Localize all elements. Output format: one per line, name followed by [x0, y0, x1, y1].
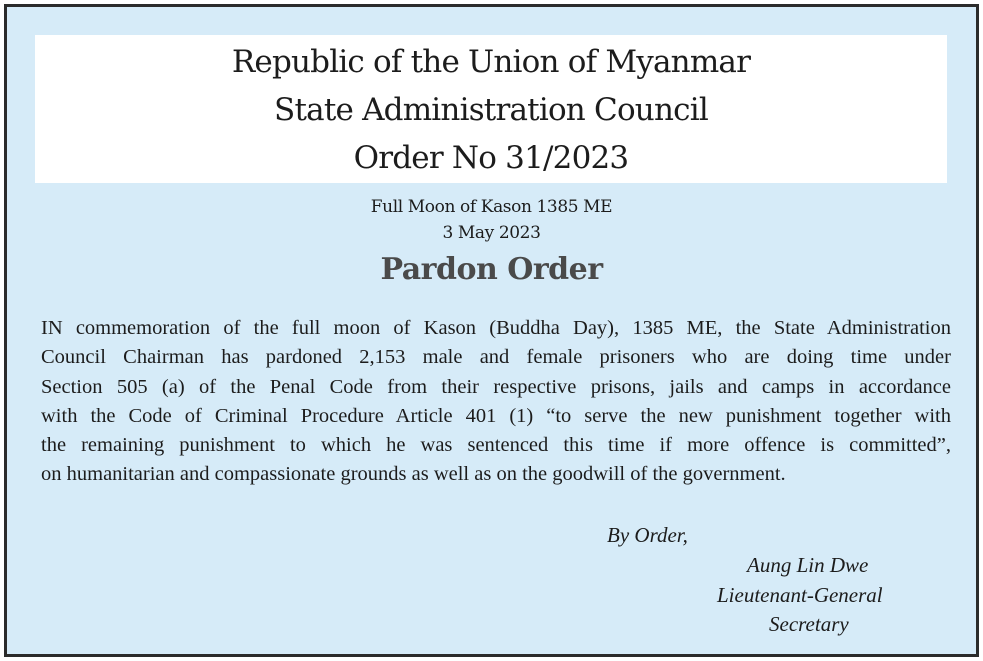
order-dates [7, 194, 976, 246]
header-order-number: Order No 31/2023 [353, 140, 629, 176]
body-line: IN commemoration of the full moon of Kason (Buddha Day), 1385 ME, the State Administration [41, 317, 951, 339]
signatory-name: Aung Lin Dwe [747, 553, 869, 577]
body-line: with the Code of Criminal Procedure Article 401 (1) “to serve the new punishment together with [41, 404, 951, 427]
header-box [35, 35, 947, 183]
body-line: Section 505 (a) of the Penal Code from their respective prisons, jails and camps in accordance [41, 375, 951, 398]
by-order-label: By Order, [607, 523, 688, 547]
signatory-rank: Lieutenant-General [717, 583, 883, 607]
body-line: on humanitarian and compassionate grounds as well as on the goodwill of the government. [41, 463, 786, 486]
order-body [41, 314, 951, 490]
header-council: State Administration Council [274, 92, 708, 128]
gregorian-date: 3 May 2023 [442, 223, 541, 243]
order-title: Pardon Order [380, 252, 603, 287]
body-line: the remaining punishment to which he was sentenced this time if more offence is committed”, [41, 434, 951, 457]
lunar-date: Full Moon of Kason 1385 ME [370, 197, 613, 217]
body-line: Council Chairman has pardoned 2,153 male and female prisoners who are doing time under [41, 346, 951, 369]
signatory-title: Secretary [769, 612, 849, 636]
header-country: Republic of the Union of Myanmar [231, 44, 751, 80]
order-document [4, 4, 979, 657]
